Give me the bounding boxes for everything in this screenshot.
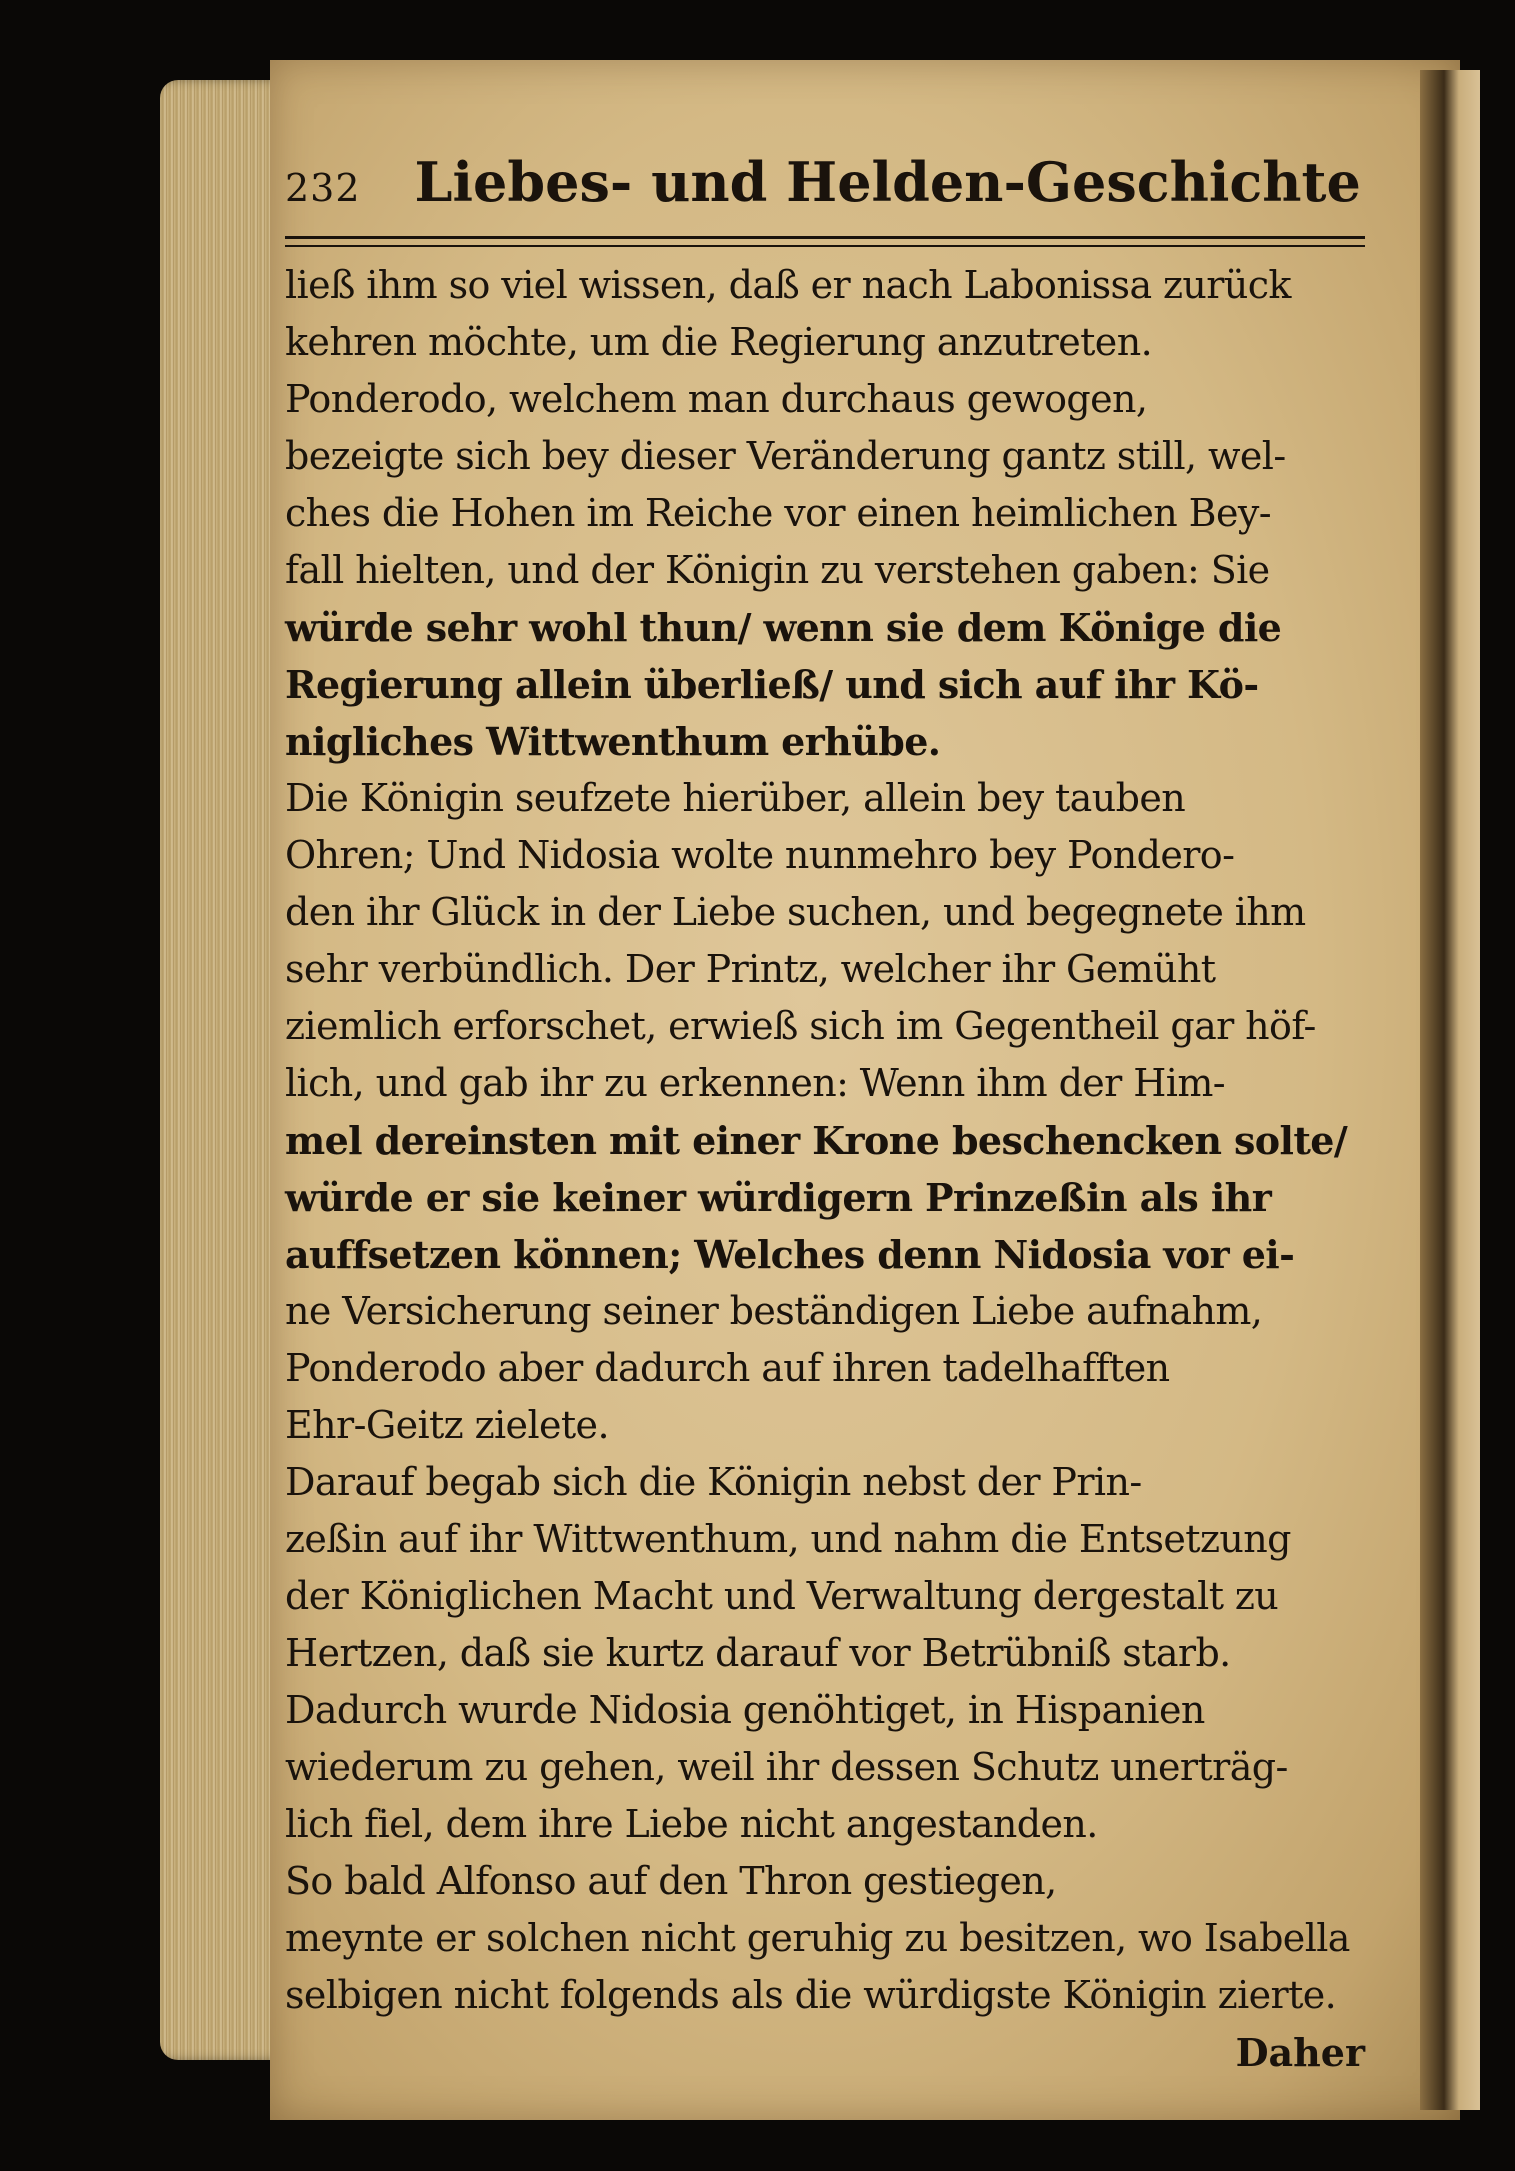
text-line: selbigen nicht folgends als die würdigste Königin zierte. bbox=[285, 1973, 1337, 2017]
text-line: zeßin auf ihr Wittwenthum, und nahm die Entsetzung bbox=[285, 1517, 1291, 1561]
text-line: ließ ihm so viel wissen, daß er nach Labonissa zurück bbox=[285, 263, 1291, 307]
text-line: ne Versicherung seiner beständigen Liebe aufnahm, bbox=[285, 1289, 1263, 1333]
book-gutter bbox=[1420, 70, 1480, 2110]
text-line: Ohren; Und Nidosia wolte nunmehro bey Pondero- bbox=[285, 833, 1235, 877]
text-line: Regierung allein überließ/ und sich auf ihr Kö- bbox=[285, 662, 1259, 707]
text-line: Darauf begab sich die Königin nebst der Prin- bbox=[285, 1460, 1142, 1504]
text-line: auffsetzen können; Welches denn Nidosia vor ei- bbox=[285, 1232, 1295, 1277]
text-line: Hertzen, daß sie kurtz darauf vor Betrübniß starb. bbox=[285, 1631, 1231, 1675]
text-line: Ponderodo, welchem man durchaus gewogen, bbox=[285, 377, 1148, 421]
text-line: kehren möchte, um die Regierung anzutreten. bbox=[285, 320, 1153, 364]
text-line: Ponderodo aber dadurch auf ihren tadelhafften bbox=[285, 1346, 1170, 1390]
text-line: ches die Hohen im Reiche vor einen heimlichen Bey- bbox=[285, 491, 1271, 535]
header-rule bbox=[285, 236, 1365, 247]
text-line: bezeigte sich bey dieser Veränderung gantz still, wel- bbox=[285, 434, 1286, 478]
text-line: Ehr-Geitz zielete. bbox=[285, 1403, 609, 1447]
text-line: sehr verbündlich. Der Printz, welcher ihr Gemüht bbox=[285, 947, 1216, 991]
text-line: Die Königin seufzete hierüber, allein bey tauben bbox=[285, 776, 1186, 820]
page-number: 232 bbox=[285, 166, 361, 210]
text-line: würde sehr wohl thun/ wenn sie dem Könige die bbox=[285, 605, 1282, 650]
text-line: den ihr Glück in der Liebe suchen, und begegnete ihm bbox=[285, 890, 1306, 934]
text-line: ziemlich erforschet, erwieß sich im Gegentheil gar höf- bbox=[285, 1004, 1316, 1048]
text-line: fall hielten, und der Königin zu verstehen gaben: Sie bbox=[285, 548, 1270, 592]
running-head: Liebes- und Helden-Geschichte bbox=[414, 150, 1361, 214]
catchword: Daher bbox=[1235, 2030, 1365, 2075]
text-line: lich fiel, dem ihre Liebe nicht angestanden. bbox=[285, 1802, 1098, 1846]
text-line: nigliches Wittwenthum erhübe. bbox=[285, 719, 941, 764]
page-header bbox=[285, 150, 1395, 232]
text-line: mel dereinsten mit einer Krone beschencken solte/ bbox=[285, 1118, 1348, 1163]
text-line: meynte er solchen nicht geruhig zu besitzen, wo Isabella bbox=[285, 1916, 1350, 1960]
text-line: der Königlichen Macht und Verwaltung dergestalt zu bbox=[285, 1574, 1279, 1618]
text-line: lich, und gab ihr zu erkennen: Wenn ihm der Him- bbox=[285, 1061, 1225, 1105]
text-line: Dadurch wurde Nidosia genöhtiget, in Hispanien bbox=[285, 1688, 1205, 1732]
text-line: So bald Alfonso auf den Thron gestiegen, bbox=[285, 1859, 1057, 1903]
text-line: wiederum zu gehen, weil ihr dessen Schutz unerträg- bbox=[285, 1745, 1288, 1789]
text-line: würde er sie keiner würdigern Prinzeßin als ihr bbox=[285, 1175, 1272, 1220]
page-text bbox=[285, 150, 1395, 2081]
